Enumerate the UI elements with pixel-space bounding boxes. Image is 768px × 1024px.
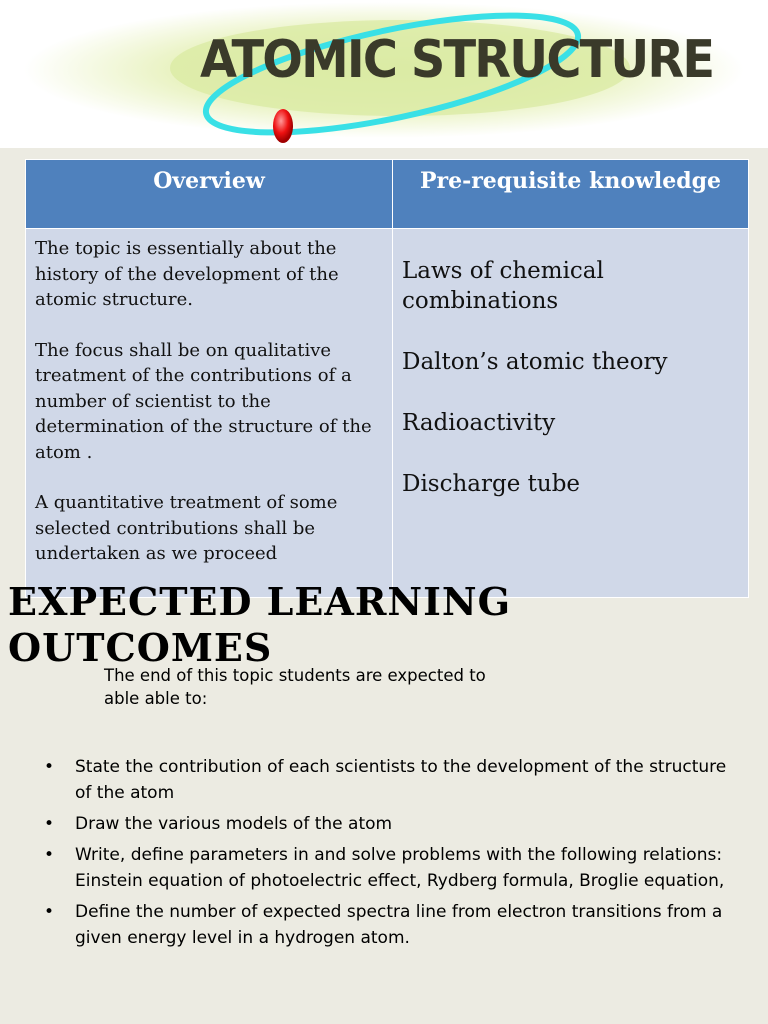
outcome-text: Define the number of expected spectra line from electron transitions from a given energy level in a hydrogen atom. [75,902,723,948]
bullet-icon: • [44,757,55,777]
banner-title: ATOMIC STRUCTURE [200,30,714,90]
outcome-text: State the contribution of each scientists to the development of the structure of the atom [75,757,727,803]
bullet-icon: • [44,814,55,834]
bullet-icon: • [44,845,55,865]
outcomes-intro: The end of this topic students are expected to able able to: [104,666,486,708]
overview-header: Overview [26,160,393,229]
list-item [40,811,730,837]
prerequisite-cell [393,229,749,598]
list-item [40,754,730,806]
prerequisite-item: Laws of chemical combinations [402,258,604,314]
prerequisite-item: Discharge tube [402,471,581,497]
overview-paragraph: The focus shall be on qualitative treatment of the contributions of a number of scientist to the determination of the structure of the atom . [35,339,372,463]
overview-table [25,159,749,598]
table-header-row [26,160,749,229]
prerequisite-item: Radioactivity [402,410,556,436]
overview-paragraph: The topic is essentially about the history of the development of the atomic structure. [35,238,339,310]
bullet-icon: • [44,902,55,922]
list-item [40,899,730,951]
outcomes-list [40,754,730,956]
table-row [26,229,749,598]
outcome-text: Draw the various models of the atom [75,814,393,834]
overview-cell [26,229,393,598]
overview-paragraph: A quantitative treatment of some selected contributions shall be undertaken as we proceed [35,492,338,564]
prerequisite-item: Dalton’s atomic theory [402,349,668,375]
title-banner [0,0,768,148]
prerequisite-header: Pre-requisite knowledge [393,160,749,229]
outcome-text: Write, define parameters in and solve problems with the following relations: Einstein equation of photoelectric effect, Rydberg formula, Broglie equation, [75,845,725,891]
list-item [40,842,730,894]
outcomes-heading: EXPECTED LEARNING OUTCOMES [8,579,512,670]
